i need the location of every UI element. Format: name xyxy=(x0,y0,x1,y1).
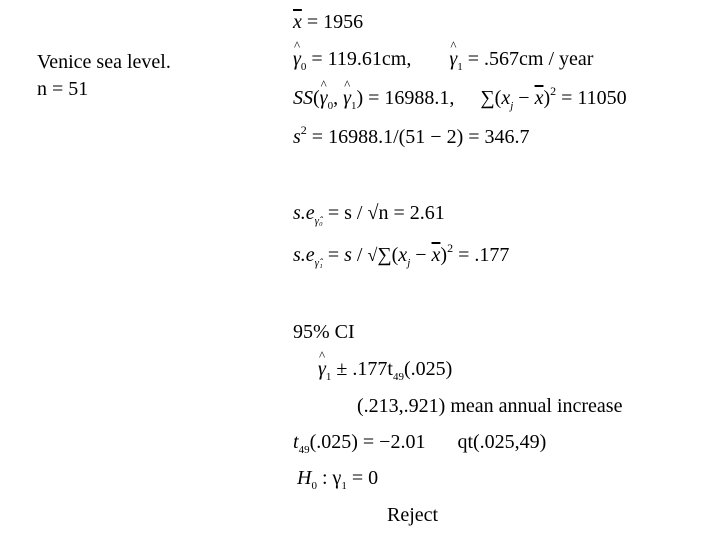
ci-expression: ^ $\gamma_1 \pm .177t_{49}(.025)$ xyxy=(318,359,452,379)
estimates-line: ^ $\gamma_0 = 119.61cm$, ^ $\gamma_1 = .567cm$ / year xyxy=(293,49,593,69)
decision: Reject xyxy=(387,504,439,526)
ci-interval: (.213,.921) mean annual increase xyxy=(357,395,623,417)
t-critical-line: $t_{49}(.025) = -2.01$ qt(.025,49) xyxy=(293,431,547,456)
se-gamma1-line: $s.e_{\gammâ_1} = s / √\sum(x_j - \overline{x})^2 = .177$ xyxy=(293,241,510,269)
dataset-title: Venice sea level. xyxy=(37,51,171,73)
sample-size: n = 51 xyxy=(37,78,89,100)
sum-of-squares-line: SS(^ $\gamma_0$, ^ $\gamma_1) = 16988.1$, $\sum(x_j - \overline{x})^2 = 11050$ xyxy=(293,88,627,108)
null-hypothesis: $H_0$ : $\gamma_1 = 0$ xyxy=(297,467,379,492)
variance-line: $s^2 = 16988.1/(51 - 2) = 346.7$ xyxy=(293,123,530,148)
ci-title: 95% CI xyxy=(293,321,355,343)
mean-x-line: $\overline{x} = 1956$ xyxy=(293,11,364,33)
se-gamma0-line: $s.e_{\gammâ_0} = s / √n = 2.61$ xyxy=(293,202,445,227)
